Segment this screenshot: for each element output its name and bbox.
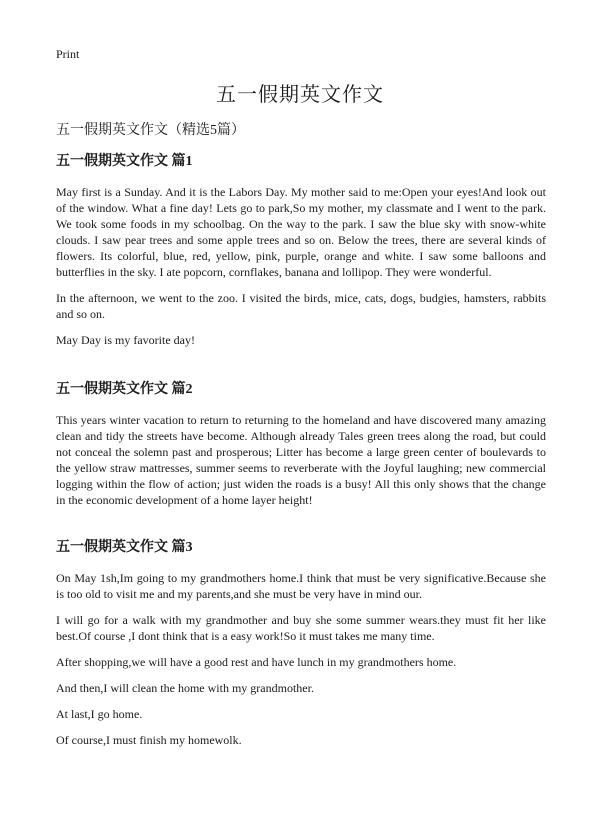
document-subtitle: 五一假期英文作文（精选5篇） bbox=[56, 123, 245, 138]
page-title: 五一假期英文作文 bbox=[216, 84, 384, 106]
essay-section-2 bbox=[56, 378, 546, 518]
section-heading: 五一假期英文作文 篇1 bbox=[56, 154, 193, 169]
essay-section-1 bbox=[56, 150, 546, 358]
paragraph: I will go for a walk with my grandmother and buy she some summer wears.they must fit her like best.Of course ,I dont think that is a easy work!So it must takes me many time. bbox=[56, 613, 546, 643]
paragraph: Of course,I must finish my homewolk. bbox=[56, 733, 242, 747]
print-label: Print bbox=[56, 47, 80, 61]
paragraph: May Day is my favorite day! bbox=[56, 333, 195, 347]
paragraph: On May 1sh,Im going to my grandmothers home.I think that must be very significative.Because she is too old to visit me and my parents,and she must be very have in mind our. bbox=[56, 571, 546, 601]
section-heading: 五一假期英文作文 篇3 bbox=[56, 540, 193, 555]
section-heading: 五一假期英文作文 篇2 bbox=[56, 382, 193, 397]
paragraph: At last,I go home. bbox=[56, 707, 143, 721]
essay-section-3 bbox=[56, 536, 546, 758]
paragraph: After shopping,we will have a good rest and have lunch in my grandmothers home. bbox=[56, 655, 457, 669]
paragraph: This years winter vacation to return to returning to the homeland and have discovered many amazing clean and tidy the streets have become. Although already Tales green trees along the road, but could not conceal the solemn past and prosperous; Litter has become a large green center of boulevards to the yellow straw mattresses, summer seems to reverberate with the Joyful laughing; new commercial logging within the flow of action; just widen the roads is a busy! All this only shows that the change in the economic development of a home layer height! bbox=[56, 413, 546, 507]
paragraph: May first is a Sunday. And it is the Labors Day. My mother said to me:Open your eyes!And look out of the window. What a fine day! Lets go to park,So my mother, my classmate and I went to the park. We took some foods in my schoolbag. On the way to the park. I saw the blue sky with snow-white clouds. I saw pear trees and some apple trees and so on. Below the trees, there are several kinds of flowers. Its colorful, blue, red, yellow, pink, purple, orange and white. I saw some balloons and butterflies in the sky. I ate popcorn, cornflakes, banana and lollipop. They were wonderful. bbox=[56, 185, 546, 279]
paragraph: In the afternoon, we went to the zoo. I visited the birds, mice, cats, dogs, budgies, hamsters, rabbits and so on. bbox=[56, 291, 546, 321]
paragraph: And then,I will clean the home with my grandmother. bbox=[56, 681, 314, 695]
